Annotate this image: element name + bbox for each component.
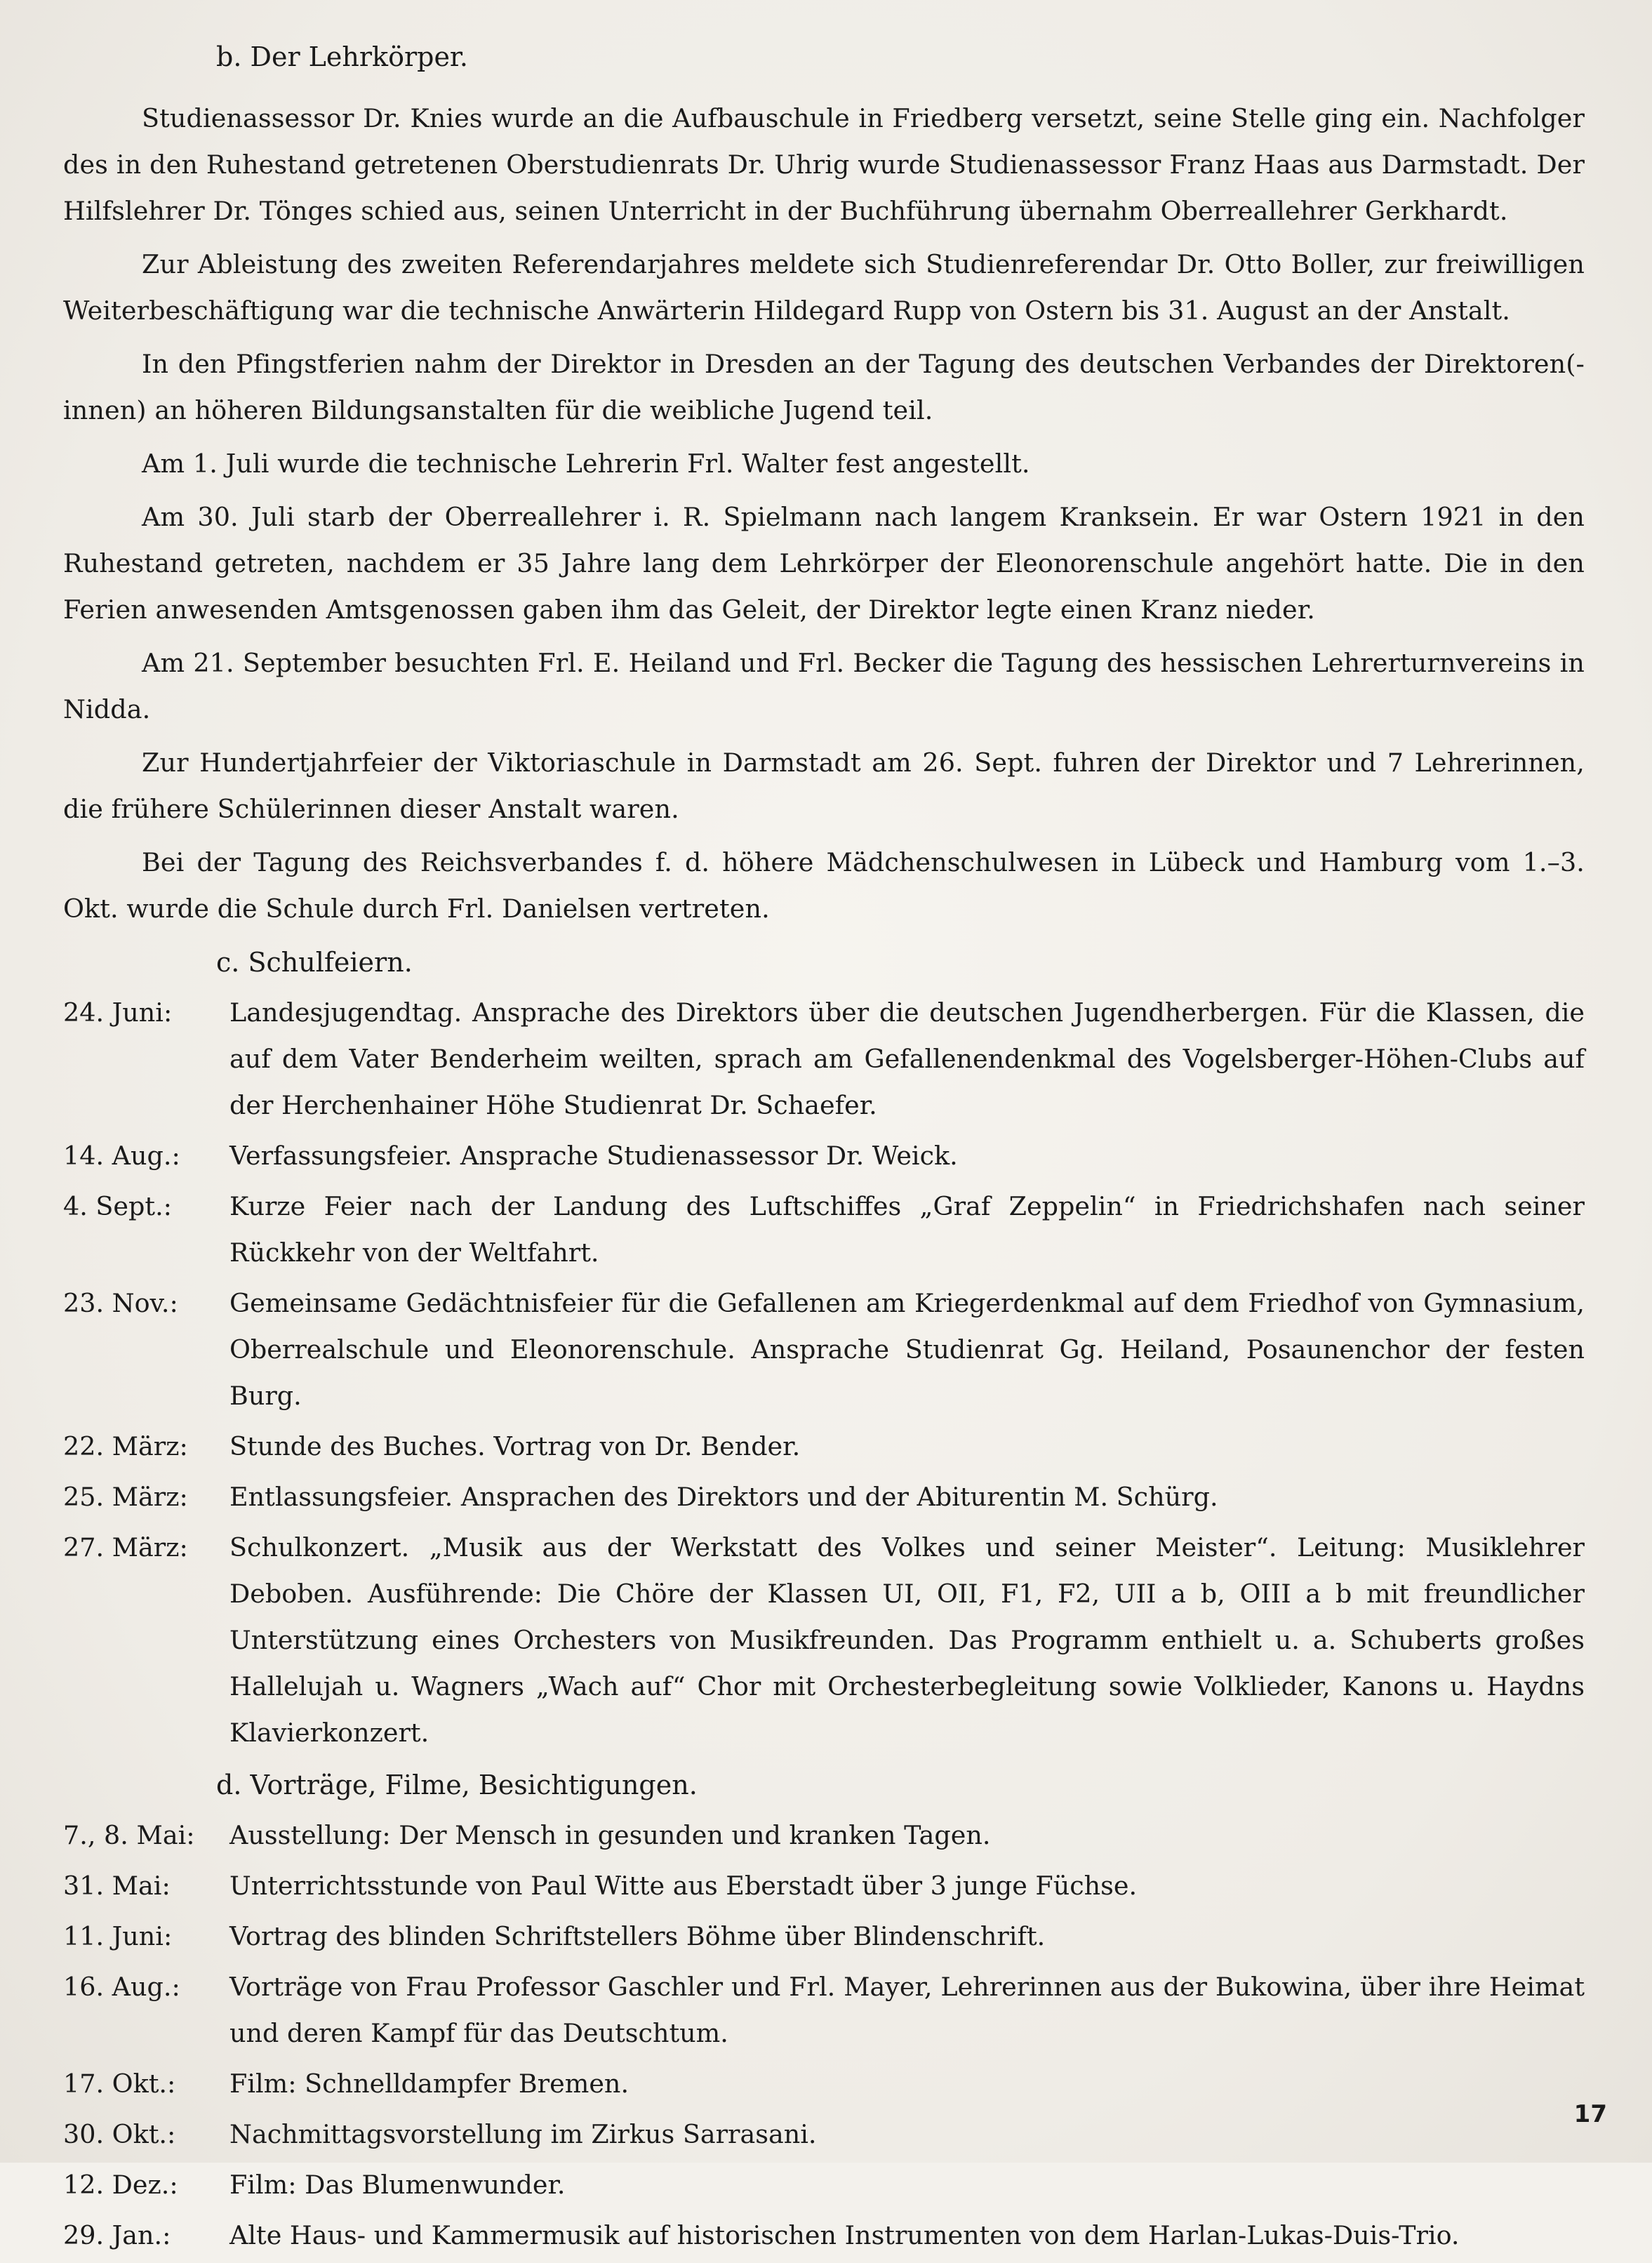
- schulfeier-entry: [63, 1474, 1585, 1520]
- entry-text: Unterrichtsstunde von Paul Witte aus Eberstadt über 3 junge Füchse.: [229, 1871, 1138, 1901]
- entry-date: 30. Okt.:: [63, 2119, 176, 2149]
- paragraph: Am 30. Juli starb der Oberreallehrer i. R. Spielmann nach langem Kranksein. Er war Ostern 1921 in den Ruhestand getreten, nachdem er 35 Jahre lang dem Lehrkörper der Eleonorenschule angehört hatte. Die in den Ferien anwesenden Amtsgenossen gaben ihm das Geleit, der Direktor legte einen Kranz nieder.: [63, 502, 1585, 625]
- entry-text: Film: Das Blumenwunder.: [229, 2170, 566, 2200]
- schulfeier-entry: [63, 1280, 1585, 1419]
- vortrag-entry: [63, 1812, 1585, 1859]
- schulfeier-entry: [63, 1183, 1585, 1276]
- paragraph: In den Pfingstferien nahm der Direktor in Dresden an der Tagung des deutschen Verbandes der Direktoren(-innen) an höheren Bildungsanstalten für die weibliche Jugend teil.: [63, 349, 1585, 425]
- vortrag-entry: [63, 2111, 1585, 2158]
- schulfeier-entry: [63, 1133, 1585, 1179]
- section-heading-vortraege: d. Vorträge, Filme, Besichtigungen.: [216, 1770, 698, 1800]
- entry-text: Verfassungsfeier. Ansprache Studienassessor Dr. Weick.: [229, 1141, 958, 1171]
- paragraph: Studienassessor Dr. Knies wurde an die Aufbauschule in Friedberg versetzt, seine Stelle ging ein. Nachfolger des in den Ruhestand getretenen Oberstudienrats Dr. Uhrig wurde Studienassessor Franz Haas aus Darmstadt. Der Hilfslehrer Dr. Tönges schied aus, seinen Unterricht in der Buchführung übernahm Oberreallehrer Gerkhardt.: [63, 103, 1585, 226]
- entry-date: 27. März:: [63, 1532, 188, 1562]
- entry-date: 11. Juni:: [63, 1921, 173, 1951]
- vortrag-entry: [63, 2212, 1585, 2259]
- entry-date: 4. Sept.:: [63, 1191, 172, 1221]
- entry-text: Entlassungsfeier. Ansprachen des Direktors und der Abiturentin M. Schürg.: [229, 1482, 1218, 1512]
- entry-text: Film: Schnelldampfer Bremen.: [229, 2069, 630, 2099]
- vortrag-entry: [63, 1863, 1585, 1909]
- entry-date: 14. Aug.:: [63, 1141, 180, 1171]
- page-content: [63, 41, 1585, 2263]
- vortrag-entry: [63, 1913, 1585, 1960]
- entry-text: Kurze Feier nach der Landung des Luftschiffes „Graf Zeppelin“ in Friedrichshafen nach seiner Rückkehr von der Weltfahrt.: [229, 1191, 1585, 1268]
- paragraph: Zur Ableistung des zweiten Referendarjahres meldete sich Studienreferendar Dr. Otto Boller, zur freiwilligen Weiterbeschäftigung war die technische Anwärterin Hildegard Rupp von Ostern bis 31. August an der Anstalt.: [63, 249, 1585, 326]
- schulfeier-entry: [63, 1525, 1585, 1756]
- entry-date: 7., 8. Mai:: [63, 1820, 195, 1850]
- paragraph: Am 1. Juli wurde die technische Lehrerin Frl. Walter fest angestellt.: [142, 449, 1030, 479]
- entry-date: 22. März:: [63, 1431, 188, 1461]
- schulfeier-entry: [63, 990, 1585, 1129]
- entry-text: Alte Haus- und Kammermusik auf historischen Instrumenten von dem Harlan-Lukas-Duis-Trio.: [229, 2220, 1460, 2250]
- entry-date: 29. Jan.:: [63, 2220, 171, 2250]
- paragraph: Zur Hundertjahrfeier der Viktoriaschule in Darmstadt am 26. Sept. fuhren der Direktor und 7 Lehrerinnen, die frühere Schülerinnen dieser Anstalt waren.: [63, 748, 1585, 824]
- entry-date: 23. Nov.:: [63, 1288, 178, 1318]
- entry-date: 17. Okt.:: [63, 2069, 176, 2099]
- entry-text: Schulkonzert. „Musik aus der Werkstatt des Volkes und seiner Meister“. Leitung: Musiklehrer Deboben. Ausführende: Die Chöre der Klassen UI, OII, F1, F2, UII a b, OIII a b mit freundlicher Unterstützung eines Orchesters von Musikfreunden. Das Programm enthielt u. a. Schuberts großes Hallelujah u. Wagners „Wach auf“ Chor mit Orchesterbegleitung sowie Volklieder, Kanons u. Haydns Klavierkonzert.: [229, 1532, 1585, 1748]
- entry-text: Nachmittagsvorstellung im Zirkus Sarrasani.: [229, 2119, 817, 2149]
- vortrag-entry: [63, 1964, 1585, 2057]
- entry-text: Vorträge von Frau Professor Gaschler und Frl. Mayer, Lehrerinnen aus der Bukowina, über ihre Heimat und deren Kampf für das Deutschtum.: [229, 1972, 1585, 2048]
- section-heading-schulfeiern: c. Schulfeiern.: [216, 947, 413, 978]
- paragraph: Am 21. September besuchten Frl. E. Heiland und Frl. Becker die Tagung des hessischen Lehrerturnvereins in Nidda.: [63, 648, 1585, 724]
- paragraph: Bei der Tagung des Reichsverbandes f. d. höhere Mädchenschulwesen in Lübeck und Hamburg vom 1.–3. Okt. wurde die Schule durch Frl. Danielsen vertreten.: [63, 847, 1585, 924]
- entry-date: 25. März:: [63, 1482, 188, 1512]
- entry-date: 24. Juni:: [63, 997, 173, 1028]
- vortrag-entry: [63, 2162, 1585, 2208]
- entry-text: Landesjugendtag. Ansprache des Direktors über die deutschen Jugendherbergen. Für die Klassen, die auf dem Vater Benderheim weilten, sprach am Gefallenendenkmal des Vogelsberger-Höhen-Clubs auf der Herchenhainer Höhe Studienrat Dr. Schaefer.: [229, 997, 1585, 1120]
- entry-text: Stunde des Buches. Vortrag von Dr. Bender.: [229, 1431, 801, 1461]
- entry-text: Gemeinsame Gedächtnisfeier für die Gefallenen am Kriegerdenkmal auf dem Friedhof von Gymnasium, Oberrealschule und Eleonorenschule. Ansprache Studienrat Gg. Heiland, Posaunenchor der festen Burg.: [229, 1288, 1585, 1411]
- entry-date: 31. Mai:: [63, 1871, 171, 1901]
- vortrag-entry: [63, 2061, 1585, 2107]
- schulfeier-entry: [63, 1424, 1585, 1470]
- entry-text: Ausstellung: Der Mensch in gesunden und kranken Tagen.: [229, 1820, 991, 1850]
- section-heading-lehrkoerper: b. Der Lehrkörper.: [216, 41, 468, 72]
- entry-date: 12. Dez.:: [63, 2170, 178, 2200]
- entry-text: Vortrag des blinden Schriftstellers Böhme über Blindenschrift.: [229, 1921, 1046, 1951]
- entry-date: 16. Aug.:: [63, 1972, 180, 2002]
- page-number: 17: [1573, 2100, 1607, 2128]
